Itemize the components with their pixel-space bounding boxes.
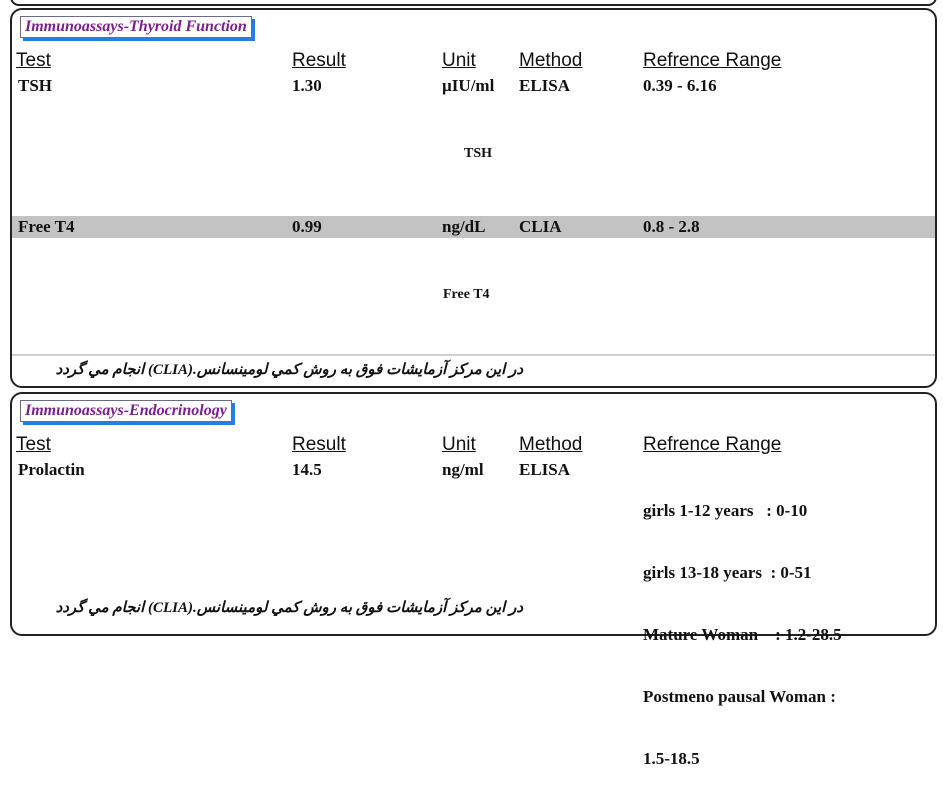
- prolactin-unit: ng/ml: [442, 460, 484, 479]
- free-t4-graph-area: [18, 242, 929, 350]
- footnote-divider: [12, 354, 935, 356]
- prolactin-method: ELISA: [519, 460, 571, 479]
- thyroid-panel: [10, 8, 937, 388]
- ft4-method: CLIA: [519, 217, 562, 236]
- section-title-thyroid: Immunoassays-Thyroid Function: [20, 16, 252, 38]
- tsh-test: TSH: [18, 76, 53, 95]
- header-test: Test: [16, 434, 51, 455]
- prolactin-result: 14.5: [292, 460, 322, 479]
- header-result: Result: [292, 434, 346, 455]
- prolactin-reference-range: [643, 460, 842, 810]
- tsh-reference-range: 0.39 - 6.16: [643, 76, 717, 95]
- header-test: Test: [16, 50, 51, 71]
- range-line: girls 13-18 years : 0-51: [643, 563, 812, 582]
- tsh-unit: µIU/ml: [442, 76, 495, 95]
- ft4-result: 0.99: [292, 217, 322, 236]
- ft4-unit: ng/dL: [442, 217, 486, 236]
- tsh-method: ELISA: [519, 76, 571, 95]
- header-unit: Unit: [442, 434, 476, 455]
- thyroid-footnote: در این مرکز آزمایشات فوق به روش کمي لومينسانس.(CLIA) انجام مي گردد: [55, 362, 523, 378]
- range-line: Mature Woman : 1.2-28.5: [643, 625, 842, 644]
- range-line: 1.5-18.5: [643, 749, 700, 768]
- header-unit: Unit: [442, 50, 476, 71]
- table-row-free-t4: [12, 216, 935, 238]
- header-method: Method: [519, 50, 583, 71]
- endocrinology-footnote: در این مرکز آزمایشات فوق به روش کمي لومينسانس.(CLIA) انجام مي گردد: [55, 600, 523, 616]
- tsh-result: 1.30: [292, 76, 322, 95]
- ft4-reference-range: 0.8 - 2.8: [643, 217, 700, 236]
- range-line: Postmeno pausal Woman :: [643, 687, 836, 706]
- prolactin-test: Prolactin: [18, 460, 85, 479]
- header-method: Method: [519, 434, 583, 455]
- ft4-test: Free T4: [18, 217, 75, 236]
- free-t4-graph-label: Free T4: [443, 287, 490, 302]
- endocrinology-panel: [10, 392, 937, 768]
- header-reference-range: Refrence Range: [643, 434, 782, 455]
- tsh-graph-area: [18, 102, 929, 210]
- header-result: Result: [292, 50, 346, 71]
- section-title-endocrinology: Immunoassays-Endocrinology: [20, 400, 232, 422]
- tsh-graph-label: TSH: [464, 146, 493, 161]
- range-line: girls 1-12 years : 0-10: [643, 501, 808, 520]
- previous-panel-edge: [10, 0, 937, 6]
- header-reference-range: Refrence Range: [643, 50, 782, 71]
